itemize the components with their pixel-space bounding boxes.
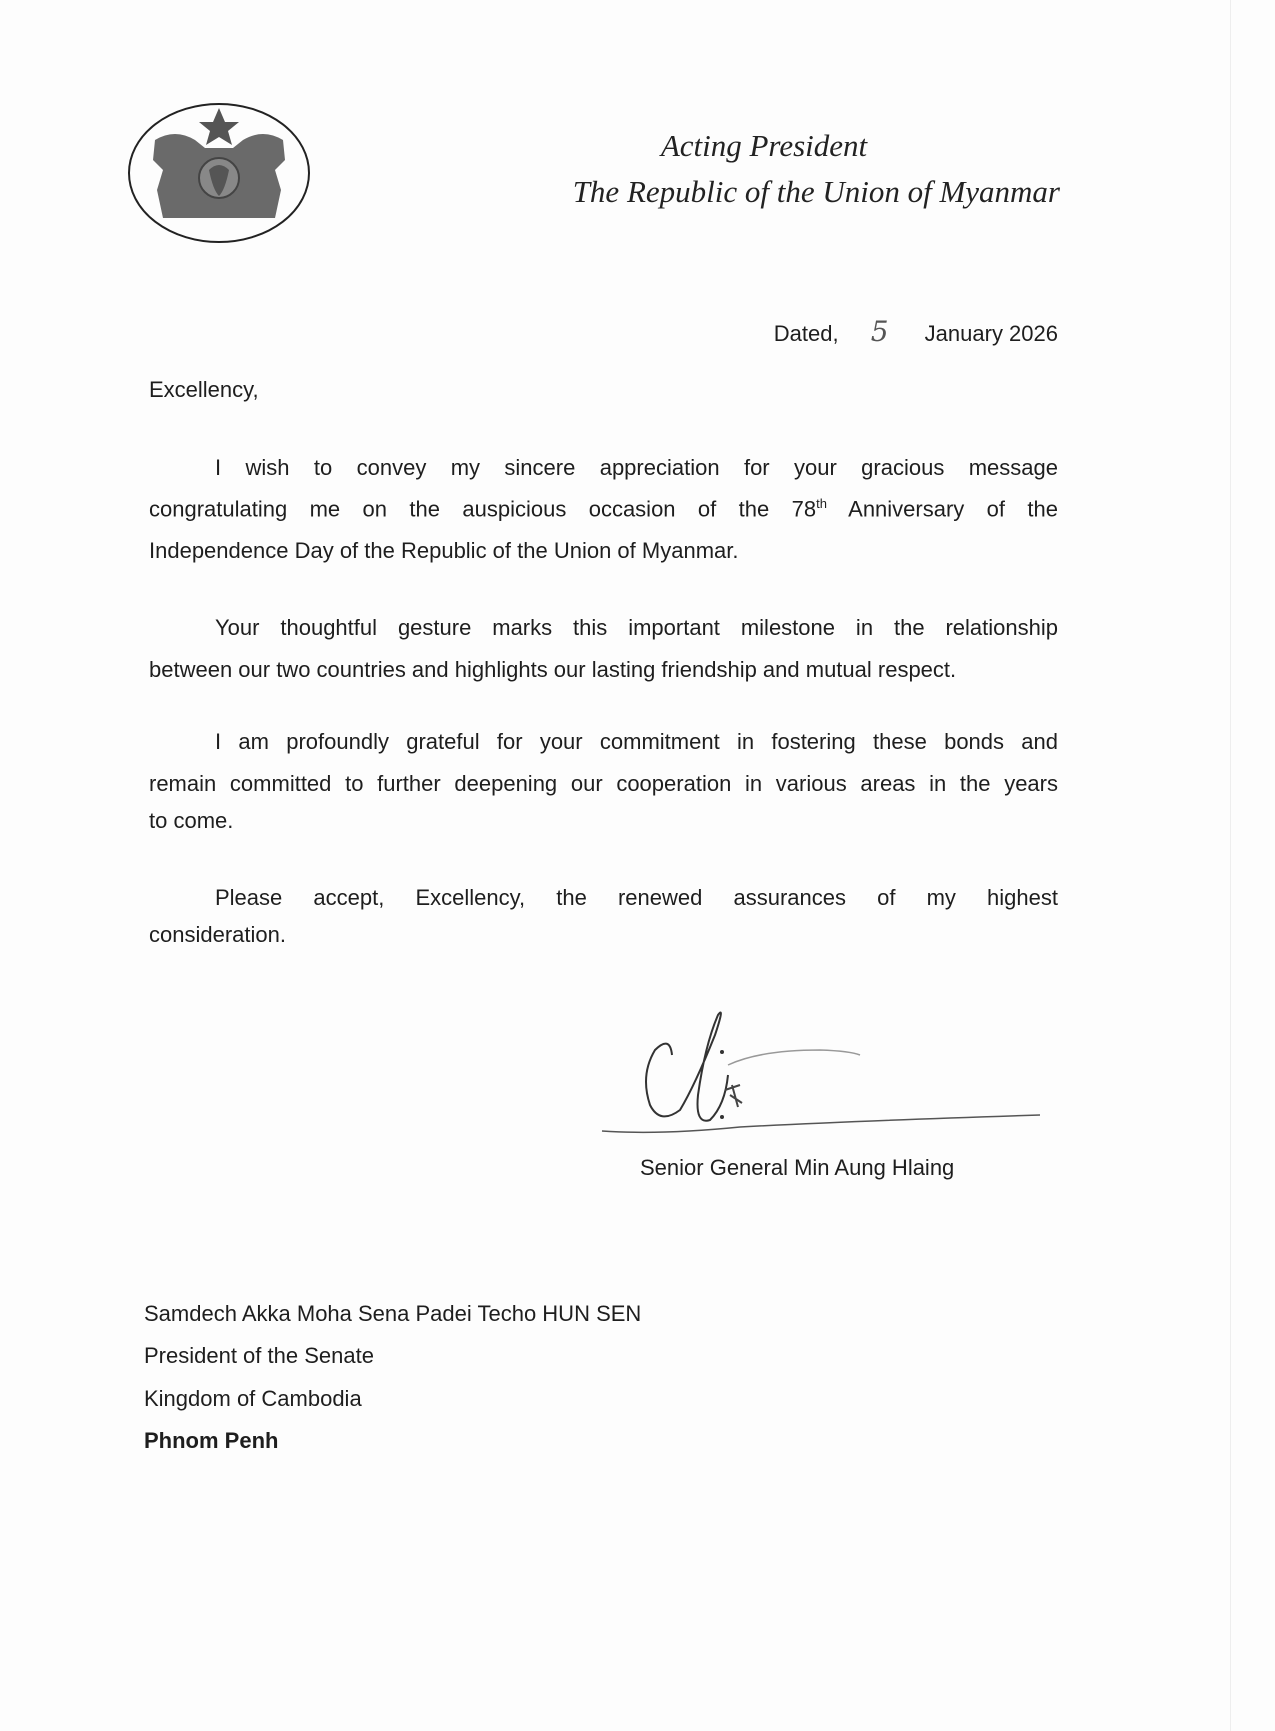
signature-icon — [600, 995, 1040, 1145]
header-subtitle: The Republic of the Union of Myanmar — [572, 174, 1060, 209]
state-seal — [125, 100, 313, 246]
paragraph-1-line-3: Independence Day of the Republic of the Union of Myanmar. — [149, 538, 739, 563]
date-day: 5 — [870, 315, 889, 348]
paragraph-3-line-1: I am profoundly grateful for your commitment in fostering these bonds and — [215, 729, 1058, 754]
paragraph-4-line-1: Please accept, Excellency, the renewed assurances of my highest — [215, 885, 1058, 910]
header-title: Acting President — [660, 128, 868, 163]
salutation: Excellency, — [149, 377, 259, 402]
date-month-year: January 2026 — [924, 321, 1058, 346]
scan-artifact — [1230, 0, 1231, 1731]
paragraph-1-line-2-text: congratulating me on the auspicious occasion of the 78 — [149, 496, 817, 522]
paragraph-1-line-1: I wish to convey my sincere appreciation for your gracious message — [215, 455, 1058, 480]
date-label: Dated, — [773, 321, 839, 346]
addressee-name: Samdech Akka Moha Sena Padei Techo HUN SEN — [144, 1301, 642, 1326]
paragraph-3-line-2: remain committed to further deepening our cooperation in various areas in the years — [149, 771, 1058, 796]
ordinal-suffix: th — [816, 496, 827, 511]
paragraph-2-line-1: Your thoughtful gesture marks this important milestone in the relationship — [215, 615, 1058, 640]
addressee-title: President of the Senate — [144, 1343, 374, 1368]
addressee-country: Kingdom of Cambodia — [144, 1386, 362, 1411]
addressee-city: Phnom Penh — [144, 1428, 279, 1453]
date-line — [774, 315, 1058, 348]
signature — [600, 995, 1040, 1145]
signatory-name: Senior General Min Aung Hlaing — [640, 1155, 955, 1180]
paragraph-3-line-3: to come. — [149, 808, 234, 833]
paragraph-1-line-2 — [149, 496, 1058, 522]
paragraph-2-line-2: between our two countries and highlights our lasting friendship and mutual respect. — [149, 657, 957, 682]
paragraph-1-line-2-tail: Anniversary of the — [826, 496, 1059, 522]
seal-emblem-icon — [125, 100, 313, 246]
paragraph-4-line-2: consideration. — [149, 922, 286, 947]
